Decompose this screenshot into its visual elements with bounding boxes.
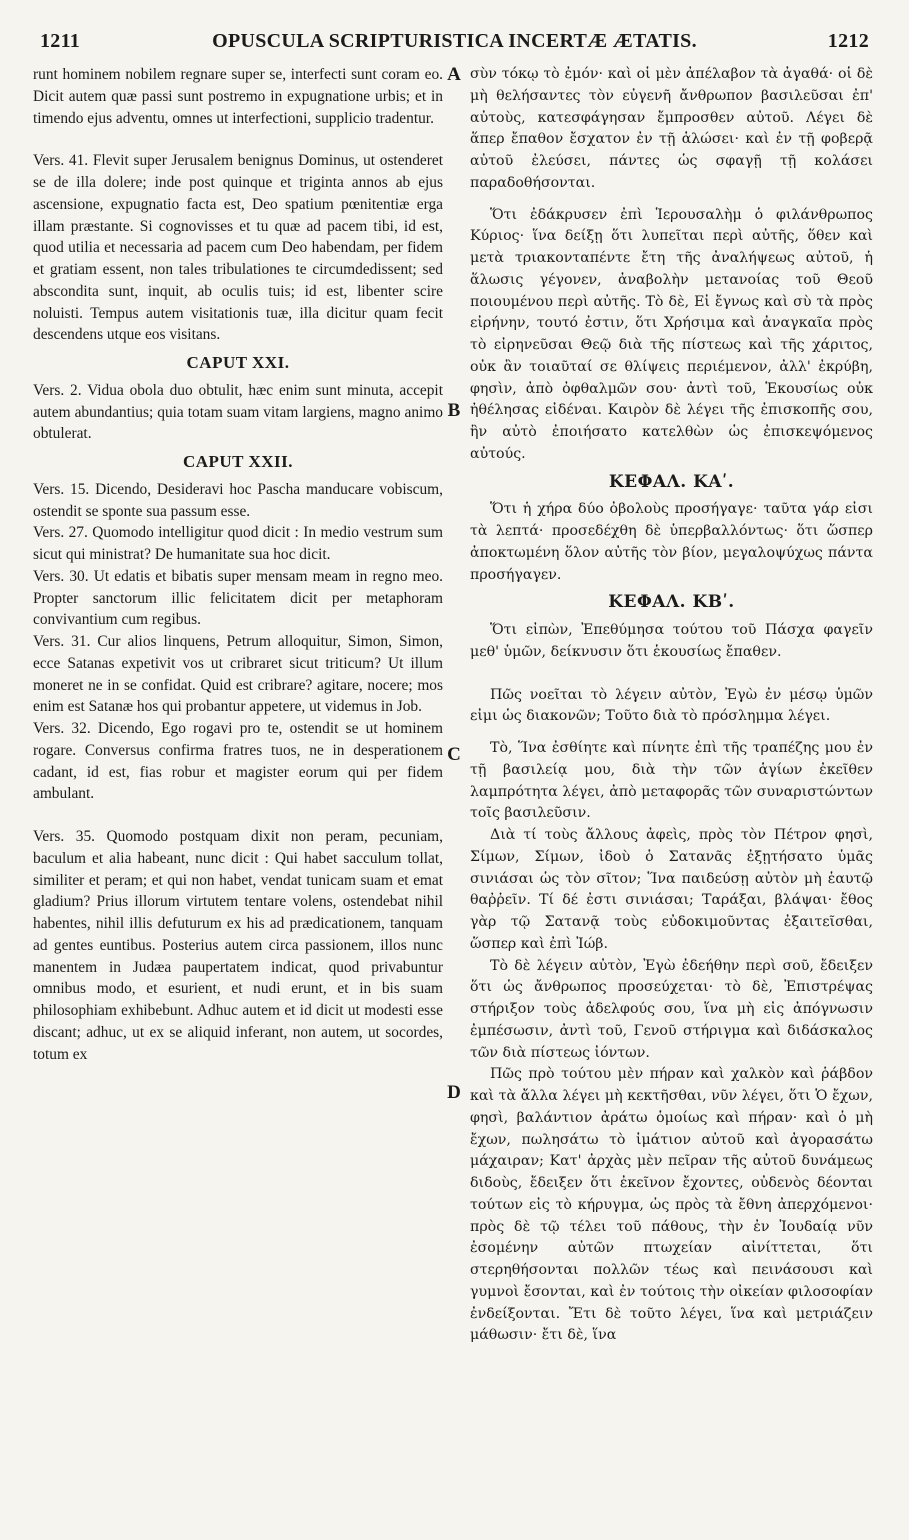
chapter-heading: CAPUT XXII. <box>182 452 294 471</box>
latin-paragraph: Vers. 2. Vidua obola duo obtulit, hæc enim sunt minuta, accepit autem abundantius; quia totam suam vitam largiens, magno animo obtulerat. <box>33 381 443 443</box>
margin-letter-d: D <box>447 1082 461 1103</box>
page-number-right: 1212 <box>827 30 869 52</box>
running-title: OPUSCULA SCRIPTURISTICA INCERTÆ ÆTATIS. <box>212 30 697 52</box>
greek-paragraph: Ὅτι ἐδάκρυσεν ἐπὶ Ἱερουσαλὴμ ὁ φιλάνθρωπος Κύριος· ἵνα δείξῃ ὅτι λυπεῖται περὶ αὐτῆς, ὅθεν καὶ μετὰ τριακονταπέντε ἔτη τῆς ἀναλήψεως αὐτοῦ, ἡ ἅλωσις γέγονεν, ἀναβολὴν μετανοίας τοῦ Θεοῦ ποιουμένου περὶ αὐτῆς. Τὸ δὲ, Εἰ ἔγνως καὶ σὺ τὰ πρὸς εἰρήνην, τουτό ἐστιν, ὅτι Χρήσιμα καὶ ἀναγκαῖα πρὸς τὸ εἰρηνεῦσαι Θεῷ διὰ τῆς πίστεως καὶ τῆς χάριτος, οὐκ ἂν τοιαῦταί σε θλίψεις περιέμενον, ἀλλ' ἐκρύβη, φησὶν, ἀπὸ ὀφθαλμῶν σου· ἀντὶ τοῦ, Ἑκουσίως οὐκ ἠθέλησας εἰδέναι. Καιρὸν δὲ λέγει τῆς ἐπισκοπῆς σου, ἣν αὐτὸ ἐποιήσατο κατελθὼν ὡς ἐπισκεψόμενος αὐτούς. <box>470 206 873 462</box>
page-number-left: 1211 <box>40 30 81 52</box>
latin-paragraph: Vers. 30. Ut edatis et bibatis super mensam meam in regno meo. Propter sanctorum illic felicitatem dicit per metaphoram convivantium cum regibus. <box>33 567 443 629</box>
chapter-heading: CAPUT XXI. <box>186 353 290 372</box>
greek-paragraph: Τὸ δὲ λέγειν αὐτὸν, Ἐγὼ ἐδεήθην περὶ σοῦ, ἔδειξεν ὅτι ὡς ἄνθρωπος προσεύχεται· τὸ δὲ, Ἐπιστρέψας στήριξον τοὺς ἀδελφούς σου, ἵνα μὴ εἰς ἀπόγνωσιν ἐμπέσωσιν, ἀντὶ τοῦ, Γενοῦ στήριγμα καὶ διδάσκαλος τῶν διὰ πίστεως ἰόντων. <box>470 957 873 1061</box>
chapter-heading: ΚΕΦΑΛ. ΚΑʹ. <box>608 471 735 492</box>
margin-letter-c: C <box>447 744 461 765</box>
page-header <box>22 30 887 60</box>
greek-paragraph: Διὰ τί τοὺς ἄλλους ἀφεὶς, πρὸς τὸν Πέτρον φησὶ, Σίμων, Σίμων, ἰδοὺ ὁ Σατανᾶς ἐξῃτήσατο ὑμᾶς σινιάσαι ὡς τὸν σῖτον; Ἵνα παιδεύσῃ αὐτὸν μὴ ἑαυτῷ θαῤῥεῖν. Τί δέ ἐστι σινιάσαι; Ταράξαι, βλάψαι· ἔθος γὰρ τῷ Σατανᾷ τοὺς εὐδοκιμοῦντας ἐξαιτεῖσθαι, ὥσπερ καὶ ἐπὶ Ἰώβ. <box>470 827 873 952</box>
greek-paragraph: Τὸ, Ἵνα ἐσθίητε καὶ πίνητε ἐπὶ τῆς τραπέζης μου ἐν τῇ βασιλείᾳ μου, διὰ τὴν τῶν ἁγίων ἐκεῖθεν λαμπρότητα λέγει, ἀπὸ μεταφορᾶς τῶν συναριστώντων τοῖς βασιλεῦσιν. <box>470 740 873 822</box>
greek-paragraph: σὺν τόκῳ τὸ ἐμόν· καὶ οἱ μὲν ἀπέλαβον τὰ ἀγαθά· οἱ δὲ μὴ θελήσαντες τὸν εὐγενῆ ἄνθρωπον βασιλεῦσαι ἐπ' αὐτοὺς, κατεσφάγησαν ἔμπροσθεν αὐτοῦ. Λέγει δὲ ἅπερ ἔπαθον ἔσχατον ἐν τῇ ἁλώσει· καὶ ἐν τῇ φοβερᾷ αὐτοῦ ἐλεύσει, πάντες ὡς σφαγῇ τῇ κολάσει παραδοθήσονται. <box>470 66 873 191</box>
greek-column <box>470 64 873 1520</box>
latin-paragraph: Vers. 35. Quomodo postquam dixit non peram, pecuniam, baculum et alia habeant, nunc dicit : Qui habet sacculum tollat, similiter et peram; et qui non habet, vendat tunicam suam et emat gladium? Prius illorum virtutem tentare volens, ostendebat nihil habentes, nihil illis defuturum ex his ad prædicationem, tanquam ad gentes euntibus. Posterius autem circa passionem, illos nunc manentem in Judæa paupertatem indicat, quod privabuntur omnibus modo, et esurient, et nudi erunt, et in bis suam philosophiam exhibebunt. Adhuc autem et id dicit ut modesti esse discant; adhuc, ut ex se aliquid inferant, non autem, ut socordes, totum ex <box>33 828 443 1063</box>
greek-paragraph: Πῶς πρὸ τούτου μὲν πήραν καὶ χαλκὸν καὶ ῥάβδον καὶ τὰ ἄλλα λέγει μὴ κεκτῆσθαι, νῦν λέγει, ὅτι Ὁ ἔχων, φησὶ, βαλάντιον ἀράτω ὁμοίως καὶ πήραν· καὶ ὁ μὴ ἔχων, πωλησάτω τὸ ἱμάτιον αὐτοῦ καὶ ἀγορασάτω μάχαιραν; Κατ' ἀρχὰς μὲν πεῖραν τῆς αὐτοῦ δυνάμεως διδοὺς, ἔδειξεν ὅτι ἐκεῖνον ἔχοντες, οὐδενὸς δέονται τούτων εἰς τὸ κήρυγμα, ὡς πρὸς τὰ ἔθνη ἀπερχόμενοι· πρὸς δὲ τῷ τέλει τοῦ πάθους, τὴν ἐν Ἰουδαίᾳ νῦν ἐσομένην αὐτῶν πτωχείαν αἰνίττεται, ὅτι στερηθήσονται πολλῶν τέως καὶ πεινάσουσι καὶ γυμνοὶ ἔσονται, καὶ ἐν τούτοις τὴν οἰκείαν φιλοσοφίαν ἐνδείξονται. Ἔτι δὲ τοῦτο λέγει, ἵνα καὶ μετριάζειν μάθωσιν· ἔτι δὲ, ἵνα <box>470 1066 873 1344</box>
latin-paragraph: Vers. 41. Flevit super Jerusalem benignus Dominus, ut ostenderet se de illa dolere; inde post quinque et triginta annos ab ejus ascensione, expugnatio facta est, Deo spatium pœnitentiæ erga illam præstante. Si cognovisses et tu quæ ad pacem tibi, id est, quod utilia et necessaria ad pacem cum Deo habendam, per fidem et gratiam essent, non tales tribulationes te circumdedissent; sed abscondita sunt, inquit, ab oculis tuis; id est, libenter scire noluisti. Tempus autem visitationis tuæ, illa dicitur quam fecit descendens utque eos visitans. <box>33 152 443 344</box>
margin-letter-b: B <box>447 400 461 421</box>
greek-paragraph: Πῶς νοεῖται τὸ λέγειν αὐτὸν, Ἐγὼ ἐν μέσῳ ὑμῶν εἰμι ὡς διακονῶν; Τοῦτο διὰ τὸ πρόσλημμα λέγει. <box>470 686 873 725</box>
latin-paragraph: Vers. 32. Dicendo, Ego rogavi pro te, ostendit se ut hominem rogare. Conversus confirma fratres tuos, ne in desperationem cadant, id est, fias robur et magister eorum qui per fidem ambulant. <box>33 720 443 803</box>
chapter-heading: ΚΕΦΑΛ. ΚΒʹ. <box>608 592 735 613</box>
latin-paragraph: runt hominem nobilem regnare super se, interfecti sunt coram eo. Dicit autem quæ passi sunt postremo in expugnatione urbis; et in timendo ejus adventu, omnes ut interfectioni, supplicio tradentur. <box>33 66 443 127</box>
greek-paragraph: Ὅτι ἡ χήρα δύο ὀβολοὺς προσήγαγε· ταῦτα γάρ εἰσι τὰ λεπτά· προσεδέχθη δὲ ὑπερβαλλόντως· ὅτι ὥσπερ ἀποκτωμένη ὅλον αὐτῆς τὸν βίον, μεγαλοψύχως πάντα προσήγαγεν. <box>470 501 873 583</box>
greek-paragraph: Ὅτι εἰπὼν, Ἐπεθύμησα τούτου τοῦ Πάσχα φαγεῖν μεθ' ὑμῶν, δείκνυσιν ὅτι ἑκουσίως ἔπαθεν. <box>470 622 873 660</box>
latin-paragraph: Vers. 27. Quomodo intelligitur quod dicit : In medio vestrum sum sicut qui ministrat? De humanitate sua hoc dicit. <box>33 524 443 563</box>
latin-paragraph: Vers. 15. Dicendo, Desideravi hoc Pascha manducare vobiscum, ostendit se sponte sua passum esse. <box>33 480 443 520</box>
latin-paragraph: Vers. 31. Cur alios linquens, Petrum alloquitur, Simon, Simon, ecce Satanas expetivit vos ut cribraret sicut triticum? Ut illum moneret ne in se confidat. Quid est cribrare? agitare, nocere; mos enim est Satanæ hos qui probantur appetere, ut videmus in Job. <box>33 633 443 716</box>
margin-letter-a: A <box>447 64 461 85</box>
latin-column <box>33 64 443 1520</box>
